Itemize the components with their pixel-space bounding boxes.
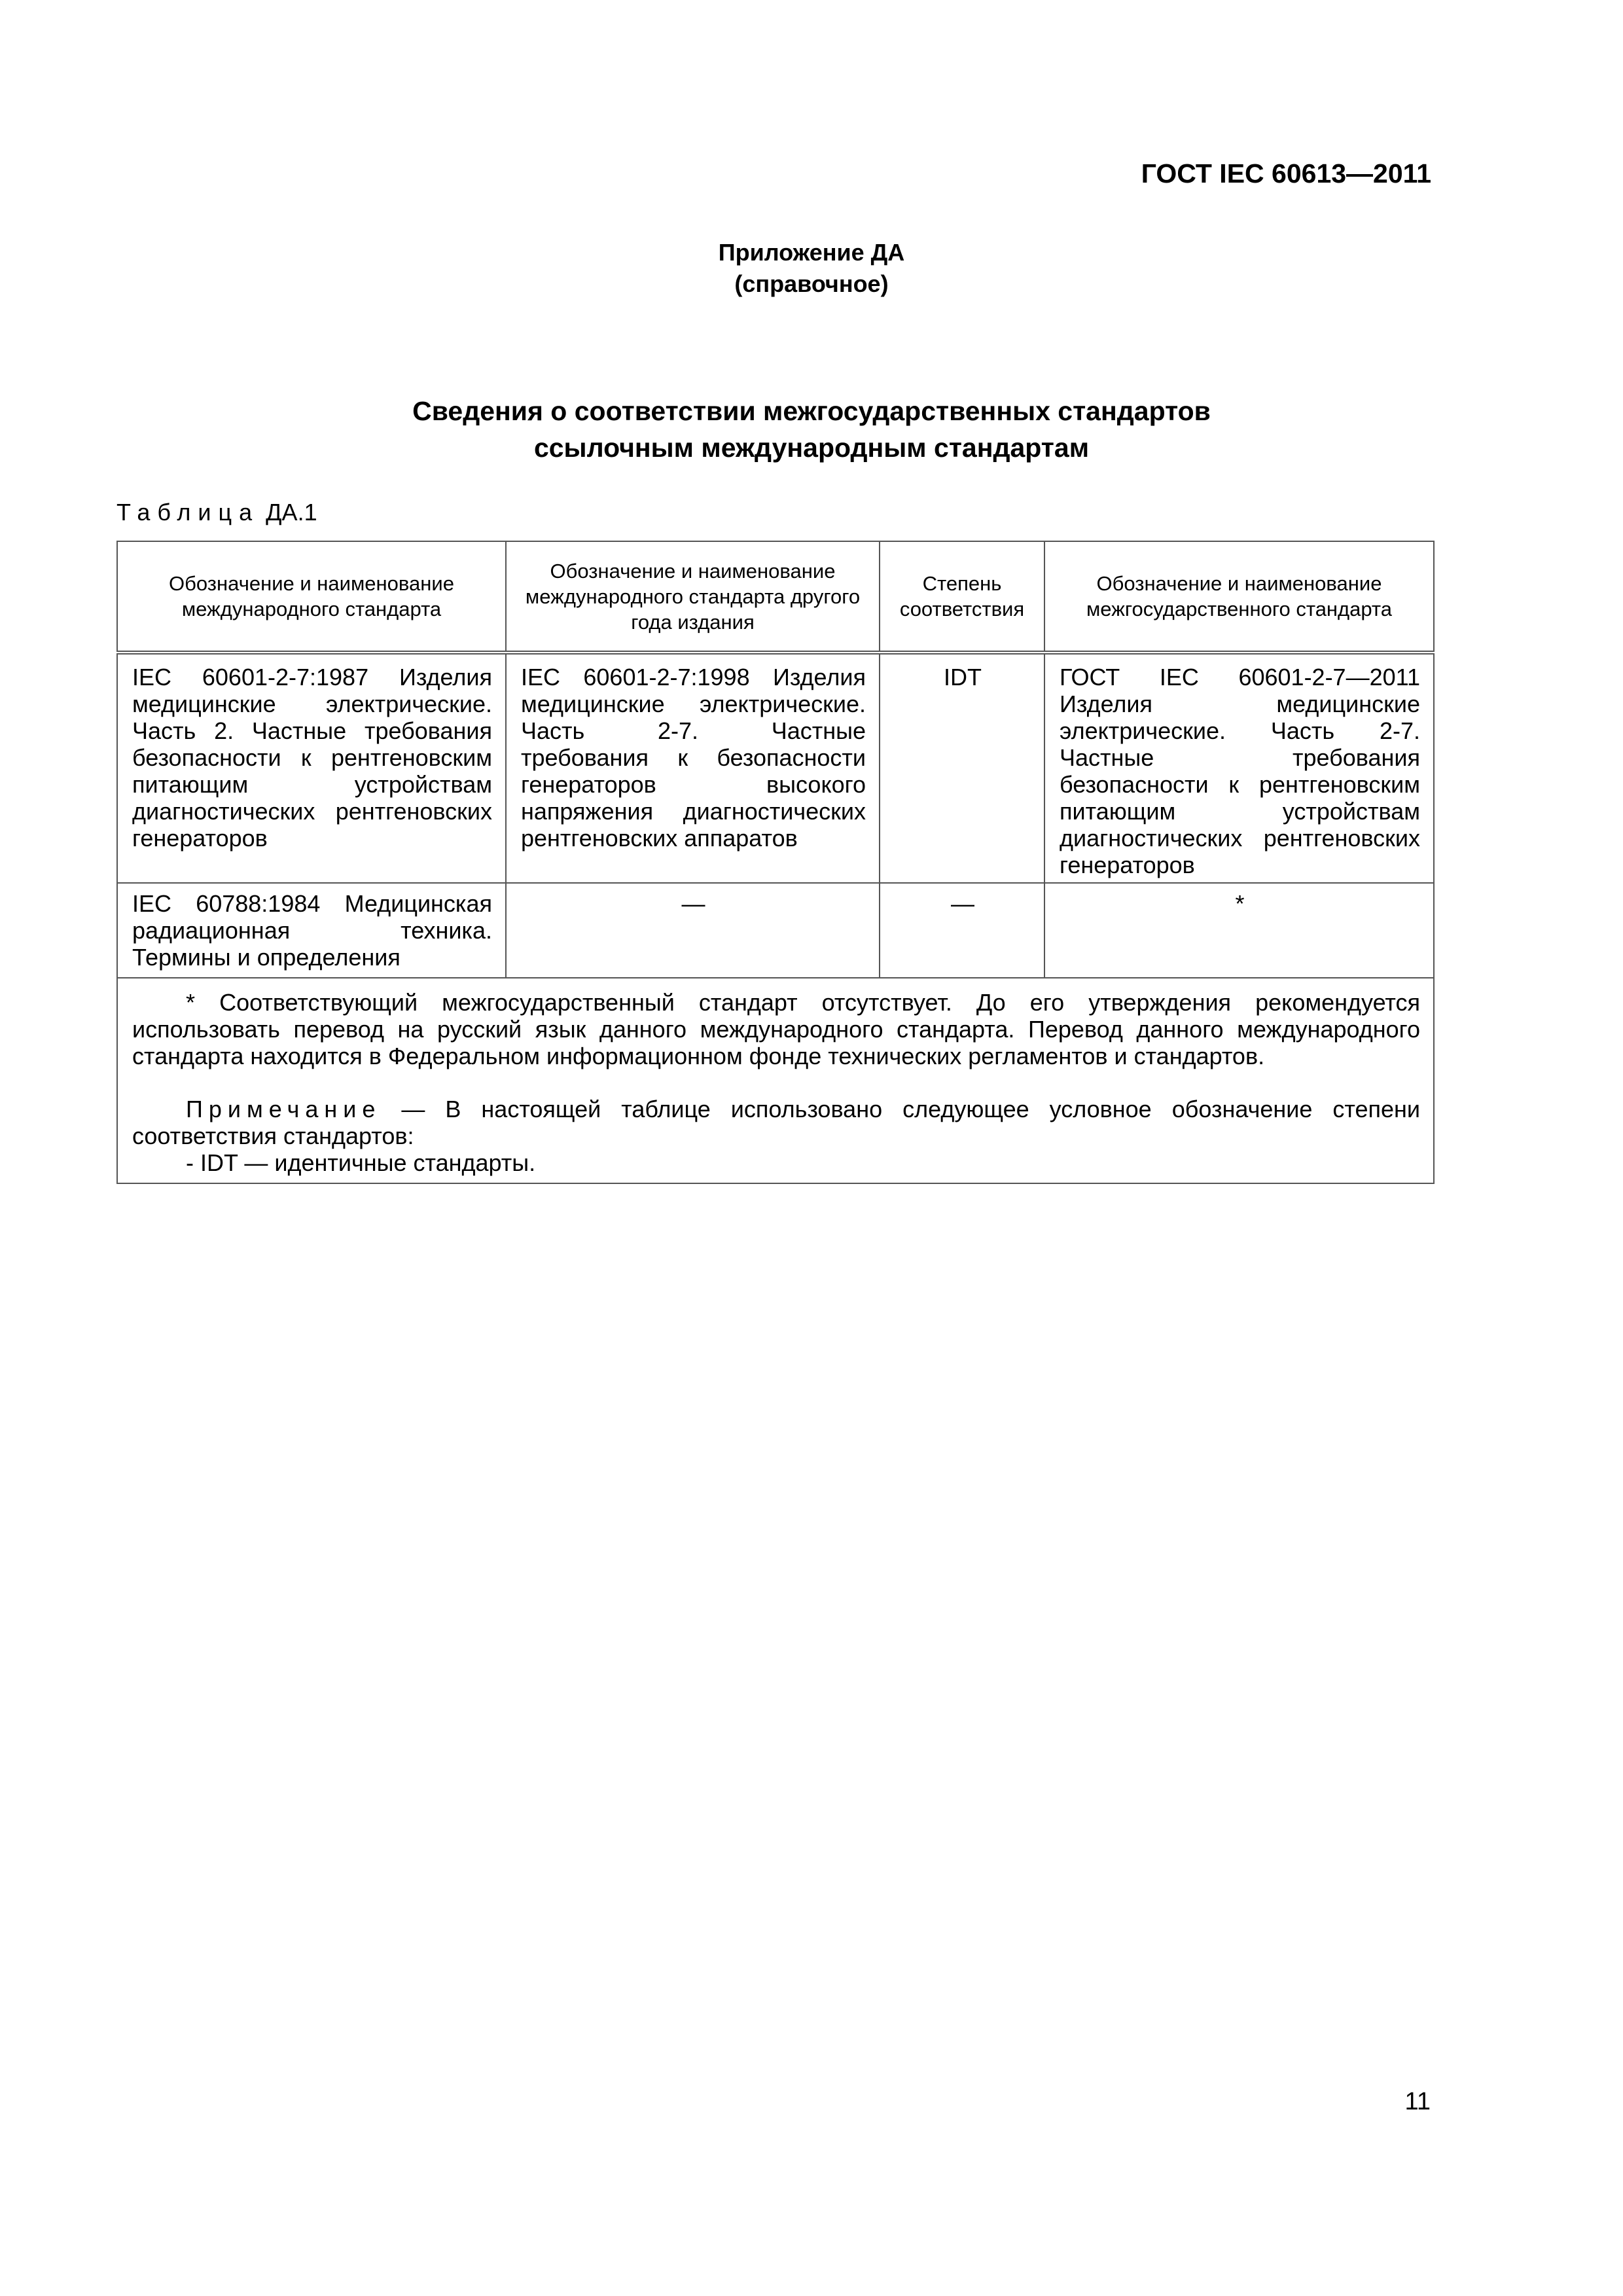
- cell-intl-other: IEC 60601-2-7:1998 Изделия медицинские электрические. Часть 2-7. Частные требования к безопасности генераторов высокого напряжения диагностических рентгеновских аппаратов: [506, 653, 880, 883]
- header-degree: Степень соответствия: [880, 541, 1044, 653]
- standards-table: [116, 541, 1435, 1184]
- document-number: ГОСТ IEC 60613—2011: [1141, 158, 1431, 188]
- annex-status: (справочное): [734, 270, 889, 297]
- cell-intl-other: —: [506, 883, 880, 978]
- note-label: Примечание: [186, 1096, 382, 1122]
- table-caption-number: ДА.1: [266, 499, 317, 526]
- header-intl-standard: Обозначение и наименование международного стандарта: [117, 541, 506, 653]
- cell-intl: IEC 60601-2-7:1987 Изделия медицинские электрические. Часть 2. Частные требования безопасности к рентгеновским питающим устройствам диагностических рентгеновских генераторов: [117, 653, 506, 883]
- note-text: — В настоящей таблице использовано следующее условное обозначение степени соответствия стандартов:: [132, 1096, 1420, 1149]
- footnote-cell: [117, 978, 1434, 1183]
- cell-degree: IDT: [880, 653, 1044, 883]
- footnote-text: * Соответствующий межгосударственный стандарт отсутствует. До его утверждения рекомендуется использовать перевод на русский язык данного международного стандарта. Перевод данного международного стандарта находится в Федеральном информационном фонде технических регламентов и стандартов.: [132, 989, 1420, 1069]
- table-row: [117, 883, 1434, 978]
- note-paragraph: [132, 1096, 1420, 1149]
- cell-interstate: ГОСТ IEC 60601-2-7—2011 Изделия медицинские электрические. Часть 2-7. Частные требования безопасности к рентгеновским питающим устройствам диагностических рентгеновских генераторов: [1044, 653, 1434, 883]
- header-interstate-standard: Обозначение и наименование межгосударственного стандарта: [1044, 541, 1434, 653]
- table-header-row: [117, 541, 1434, 653]
- annex-title: Приложение ДА: [718, 239, 905, 266]
- note-list-item: - IDT — идентичные стандарты.: [186, 1149, 536, 1176]
- table-footnote-row: [117, 978, 1434, 1183]
- table-caption: [116, 499, 317, 526]
- section-title: [0, 393, 1623, 466]
- page-number: 11: [1404, 2088, 1431, 2115]
- table-caption-label: Таблица: [116, 499, 260, 526]
- cell-degree: —: [880, 883, 1044, 978]
- cell-intl: IEC 60788:1984 Медицинская радиационная техника. Термины и определения: [117, 883, 506, 978]
- section-title-line2: ссылочным международным стандартам: [533, 433, 1090, 463]
- header-intl-other-year: Обозначение и наименование международного стандарта другого года издания: [506, 541, 880, 653]
- annex-heading: [0, 237, 1623, 300]
- table-row: [117, 653, 1434, 883]
- section-title-line1: Сведения о соответствии межгосударственных стандартов: [412, 396, 1211, 426]
- cell-interstate: *: [1044, 883, 1434, 978]
